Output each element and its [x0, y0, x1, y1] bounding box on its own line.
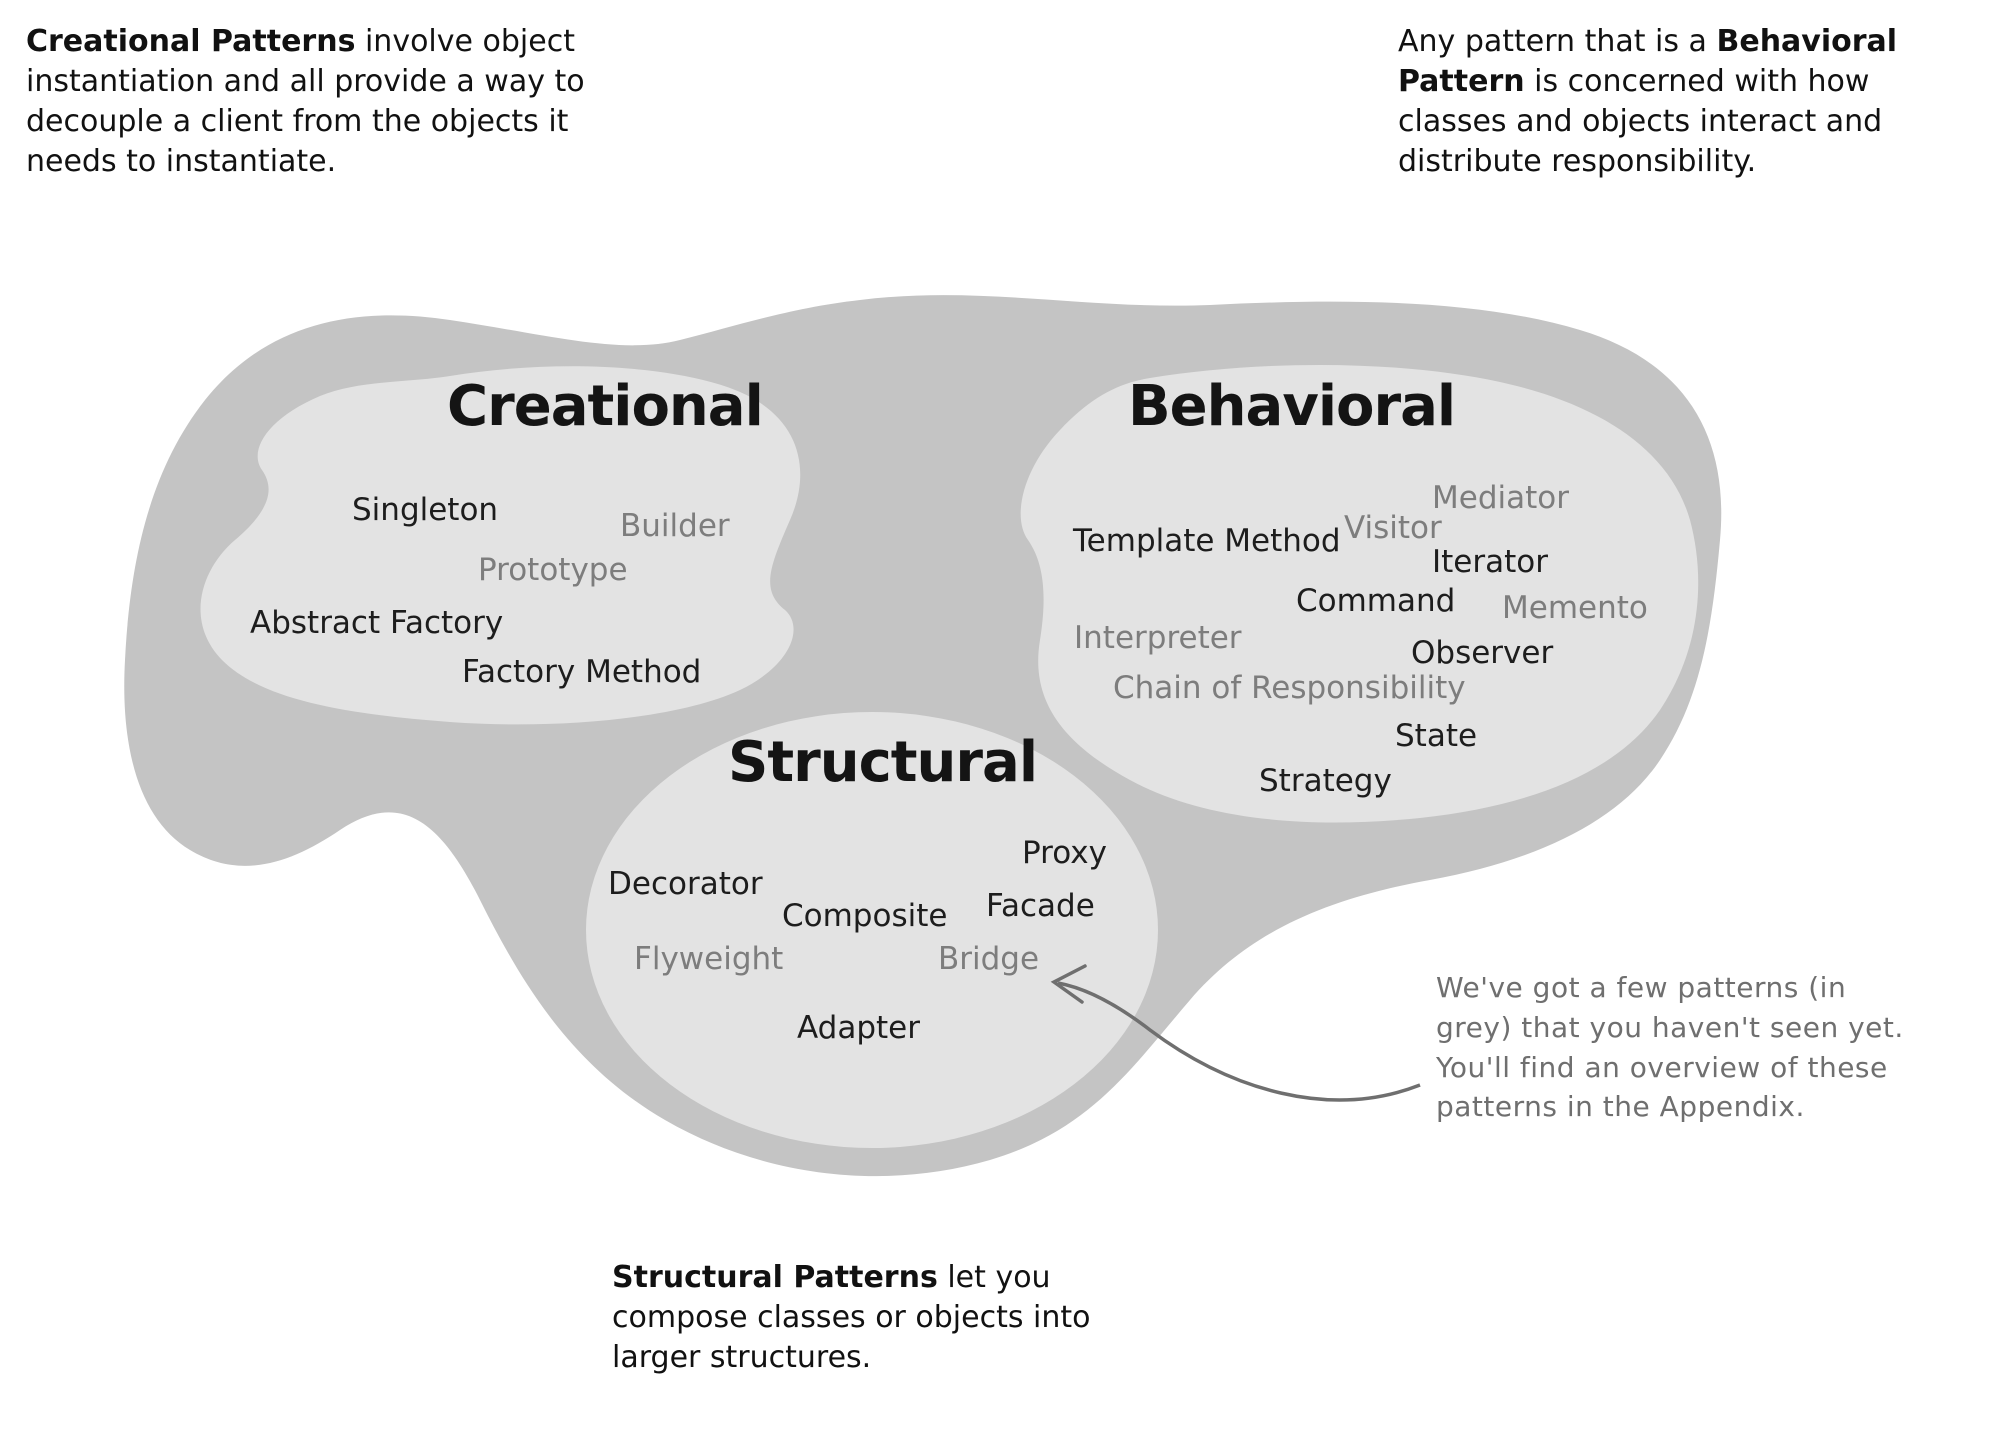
pattern-observer: Observer [1411, 635, 1554, 671]
group-title-behavioral: Behavioral [1128, 374, 1456, 439]
pattern-abstract-factory: Abstract Factory [250, 605, 504, 641]
callout-creational-bold: Creational Patterns [26, 24, 356, 59]
pattern-decorator: Decorator [608, 866, 763, 902]
callout-behavioral-lead: Any pattern that is a [1398, 24, 1717, 59]
callout-creational-rest: involve object instantiation and all provide a way to decouple a client from the objects it needs to instantiate. [26, 24, 585, 179]
callout-behavioral-bold: Behavioral Pattern [1398, 24, 1898, 99]
pattern-prototype: Prototype [478, 552, 628, 588]
grey-patterns-note: We've got a few patterns (in grey) that you haven't seen yet. You'll find an overview of these patterns in the Appendix. [1436, 971, 1904, 1124]
pattern-composite: Composite [782, 898, 948, 934]
pattern-command: Command [1296, 583, 1456, 619]
pattern-singleton: Singleton [352, 492, 499, 528]
pattern-chain-of-responsibility: Chain of Responsibility [1113, 670, 1466, 706]
callout-behavioral-rest: is concerned with how classes and objects interact and distribute responsibility. [1398, 63, 1883, 179]
pattern-visitor: Visitor [1344, 510, 1442, 546]
pattern-bridge: Bridge [938, 941, 1040, 977]
pattern-facade: Facade [986, 888, 1095, 924]
pattern-strategy: Strategy [1259, 763, 1392, 799]
pattern-builder: Builder [620, 508, 730, 544]
pattern-proxy: Proxy [1022, 835, 1107, 871]
pattern-state: State [1395, 718, 1478, 754]
pattern-iterator: Iterator [1432, 544, 1548, 580]
callout-creational [26, 22, 666, 182]
callout-structural-bold: Structural Patterns [612, 1260, 938, 1295]
pattern-memento: Memento [1502, 590, 1648, 626]
pattern-interpreter: Interpreter [1074, 620, 1242, 656]
pattern-flyweight: Flyweight [634, 941, 784, 977]
pattern-mediator: Mediator [1432, 480, 1569, 516]
pattern-template-method: Template Method [1073, 523, 1341, 559]
callout-behavioral [1398, 22, 1958, 182]
pattern-factory-method: Factory Method [462, 654, 702, 690]
callout-structural [612, 1258, 1132, 1378]
pattern-adapter: Adapter [797, 1010, 920, 1046]
group-title-structural: Structural [728, 730, 1038, 795]
group-title-creational: Creational [447, 374, 763, 439]
callout-structural-rest: let you compose classes or objects into larger structures. [612, 1260, 1091, 1375]
